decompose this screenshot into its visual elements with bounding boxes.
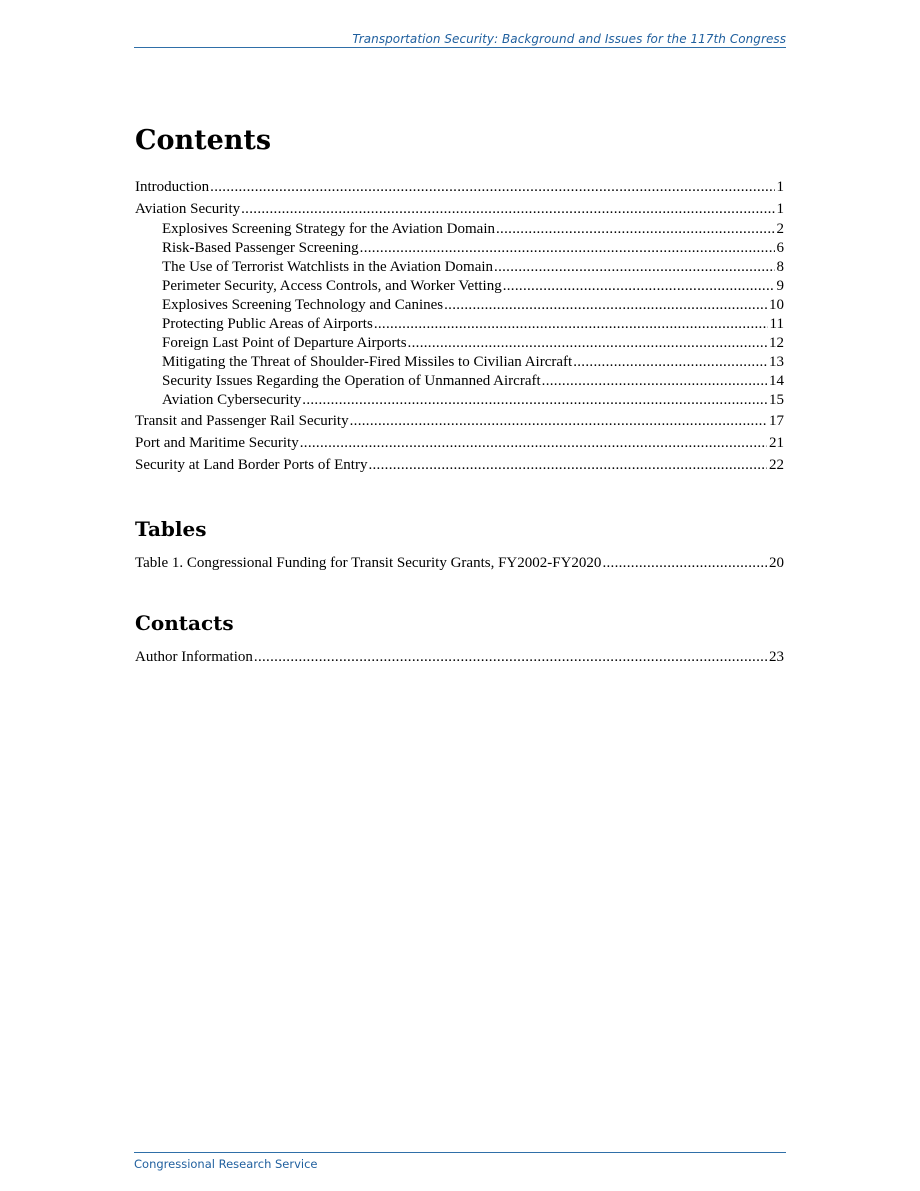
dot-leader xyxy=(542,372,767,391)
dot-leader xyxy=(494,258,774,277)
toc-entry-page: 1 xyxy=(776,201,784,217)
toc-entry-page: 13 xyxy=(769,354,784,370)
toc-entry-page: 20 xyxy=(769,555,784,571)
dot-leader xyxy=(503,277,775,296)
toc-entry-title: Aviation Cybersecurity xyxy=(162,392,302,408)
toc-entry-title: The Use of Terrorist Watchlists in the Aviation Domain xyxy=(162,259,494,275)
toc-subentry[interactable] xyxy=(135,372,784,391)
toc-entry-title: Protecting Public Areas of Airports xyxy=(162,316,373,332)
dot-leader xyxy=(374,315,768,334)
toc-entry-title: Perimeter Security, Access Controls, and Worker Vetting xyxy=(162,278,502,294)
toc-entry-title: Security Issues Regarding the Operation of Unmanned Aircraft xyxy=(162,373,541,389)
toc-entry-page: 14 xyxy=(769,373,784,389)
toc-subentry[interactable] xyxy=(135,220,784,239)
dot-leader xyxy=(210,176,774,198)
toc-entry[interactable] xyxy=(135,646,784,668)
toc-entry-title: Security at Land Border Ports of Entry xyxy=(135,457,368,473)
dot-leader xyxy=(573,353,767,372)
contacts-list xyxy=(135,646,784,668)
running-header-title: Transportation Security: Background and Issues for the 117th Congress xyxy=(352,32,786,46)
toc-entry[interactable] xyxy=(135,552,784,574)
dot-leader xyxy=(241,198,774,220)
document-body xyxy=(135,122,784,668)
toc-entry-page: 15 xyxy=(769,392,784,408)
toc-entry[interactable] xyxy=(135,454,784,476)
dot-leader xyxy=(444,296,767,315)
toc-entry-page: 1 xyxy=(776,179,784,195)
toc-subentry[interactable] xyxy=(135,277,784,296)
tables-heading: Tables xyxy=(135,517,207,541)
contents-heading: Contents xyxy=(135,125,272,156)
dot-leader xyxy=(254,646,767,668)
toc-entry[interactable] xyxy=(135,410,784,432)
dot-leader xyxy=(360,239,775,258)
toc-subentry[interactable] xyxy=(135,258,784,277)
toc-entry-page: 10 xyxy=(769,297,784,313)
dot-leader xyxy=(300,432,767,454)
contents-list xyxy=(135,176,784,476)
running-header xyxy=(134,30,786,48)
toc-entry-title: Risk-Based Passenger Screening xyxy=(162,240,359,256)
toc-entry-page: 12 xyxy=(769,335,784,351)
toc-subentry[interactable] xyxy=(135,391,784,410)
toc-entry-title: Mitigating the Threat of Shoulder-Fired Missiles to Civilian Aircraft xyxy=(162,354,573,370)
footer-publisher: Congressional Research Service xyxy=(134,1157,318,1171)
contacts-heading: Contacts xyxy=(135,611,234,635)
toc-entry-title: Transit and Passenger Rail Security xyxy=(135,413,349,429)
toc-entry-title: Author Information xyxy=(135,649,253,665)
toc-entry-page: 2 xyxy=(776,221,784,237)
toc-subentry[interactable] xyxy=(135,353,784,372)
toc-entry-page: 21 xyxy=(769,435,784,451)
toc-entry-title: Aviation Security xyxy=(135,201,241,217)
toc-entry-title: Introduction xyxy=(135,179,210,195)
toc-entry-page: 8 xyxy=(776,259,784,275)
toc-entry-title: Table 1. Congressional Funding for Transit Security Grants, FY2002-FY2020 xyxy=(135,555,602,571)
toc-entry-page: 23 xyxy=(769,649,784,665)
toc-entry-title: Foreign Last Point of Departure Airports xyxy=(162,335,407,351)
dot-leader xyxy=(368,454,767,476)
toc-entry[interactable] xyxy=(135,198,784,220)
toc-subentry[interactable] xyxy=(135,239,784,258)
dot-leader xyxy=(350,410,767,432)
toc-entry[interactable] xyxy=(135,432,784,454)
toc-entry-page: 17 xyxy=(769,413,784,429)
tables-list xyxy=(135,552,784,574)
page-footer xyxy=(134,1152,786,1173)
toc-entry-page: 9 xyxy=(776,278,784,294)
toc-entry-page: 11 xyxy=(769,316,784,332)
toc-entry-title: Port and Maritime Security xyxy=(135,435,299,451)
toc-subentry[interactable] xyxy=(135,334,784,353)
toc-entry-page: 6 xyxy=(776,240,784,256)
toc-entry-title: Explosives Screening Technology and Canines xyxy=(162,297,444,313)
toc-entry[interactable] xyxy=(135,176,784,198)
toc-subentry[interactable] xyxy=(135,315,784,334)
dot-leader xyxy=(602,552,767,574)
toc-entry-page: 22 xyxy=(769,457,784,473)
dot-leader xyxy=(408,334,767,353)
toc-subentry[interactable] xyxy=(135,296,784,315)
dot-leader xyxy=(496,220,775,239)
toc-entry-title: Explosives Screening Strategy for the Aviation Domain xyxy=(162,221,495,237)
dot-leader xyxy=(302,391,767,410)
